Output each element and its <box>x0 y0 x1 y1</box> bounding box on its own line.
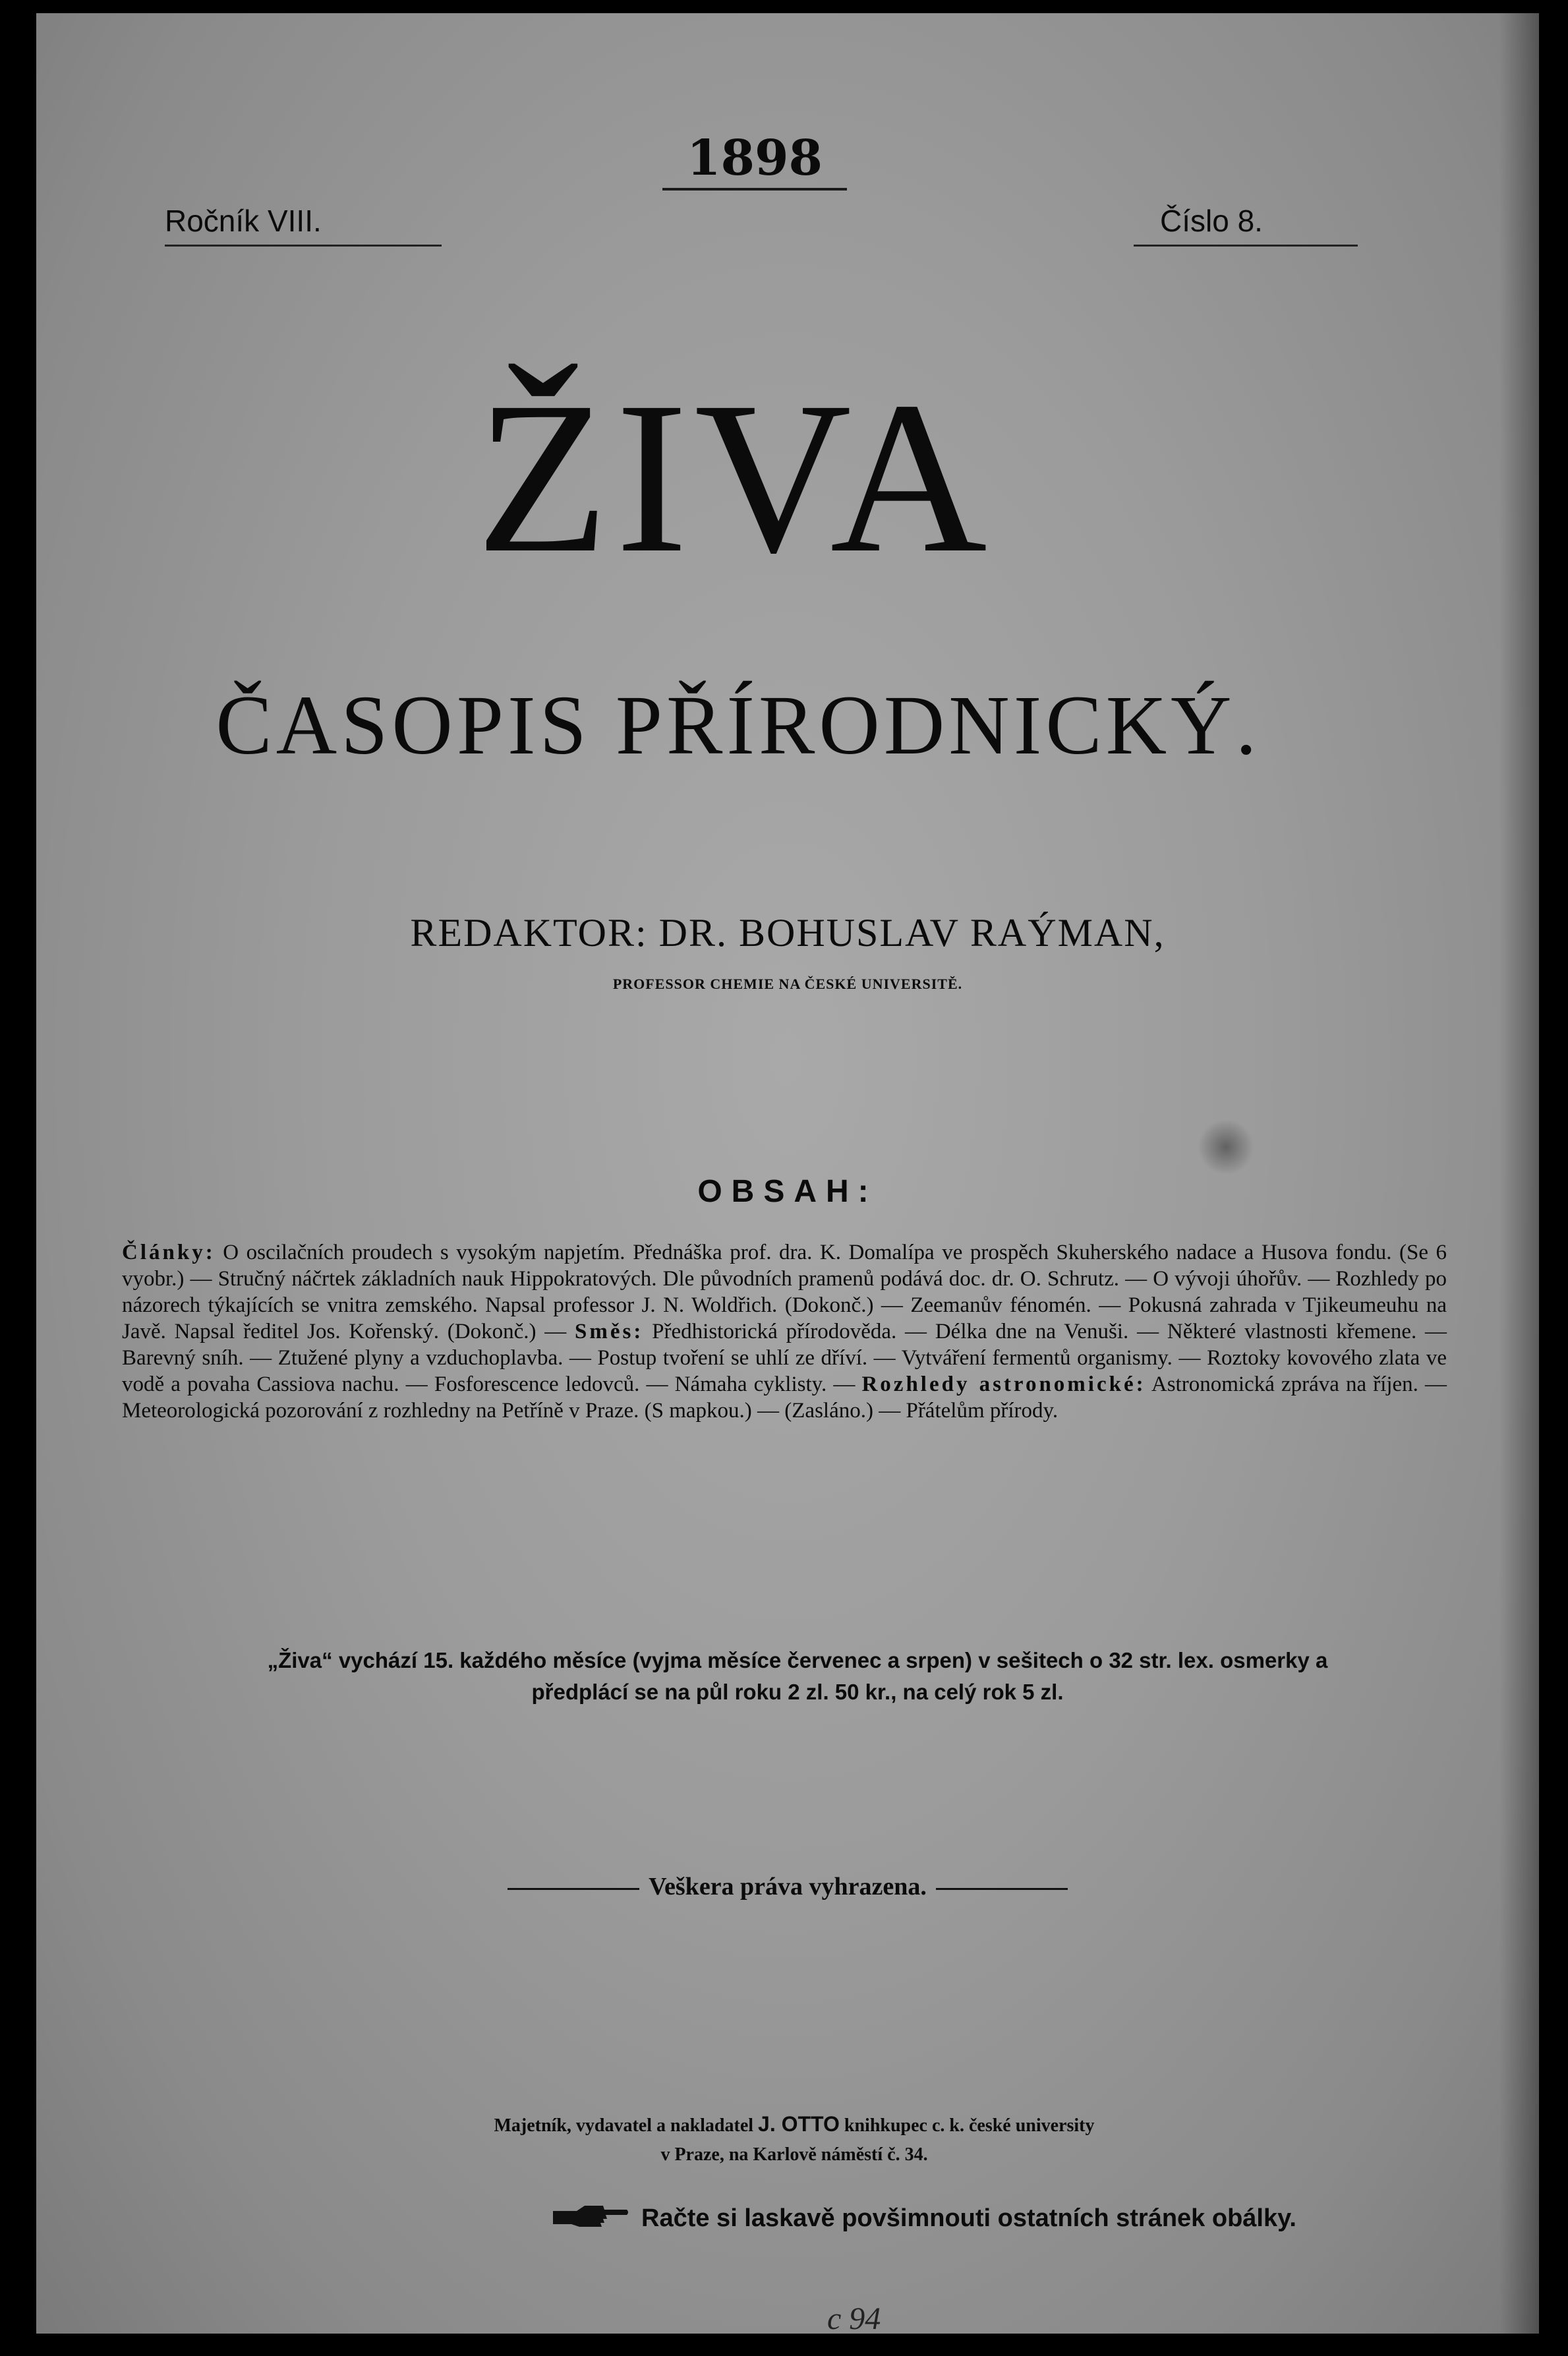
publisher-suffix: knihkupec c. k. české university <box>844 2115 1095 2136</box>
journal-subtitle: ČASOPIS PŘÍRODNICKÝ. <box>216 678 1261 772</box>
contents-heading: OBSAH: <box>697 1174 878 1209</box>
publisher-info <box>300 2109 1289 2169</box>
paper-stain <box>1196 1121 1256 1173</box>
year: 1898 <box>662 129 847 191</box>
editor-role: PROFESSOR CHEMIE NA ČESKÉ UNIVERSITĚ. <box>612 976 963 992</box>
subscription-info: „Živa“ vychází 15. každého měsíce (vyjma měsíce červenec a srpen) v sešitech o 32 str. lex. osmerky a předplácí se na půl roku 2 zl. 50 kr., na celý rok 5 zl. <box>267 1648 1328 1704</box>
publisher-name: J. OTTO <box>758 2112 840 2136</box>
astro-label: Rozhledy astronomické: <box>861 1372 1146 1396</box>
articles-text: O oscilačních proudech s vysokým napjetím. Přednáška prof. dra. K. Domalípa ve prospěch Skuherského nadace a Husova fondu. (Se 6 vyobr.) — Stručný náčrtek základních nauk Hippokratových. Dle původních pramenů podává doc. dr. O. Schrutz. — O vývoji úhořův. — Rozhledy po názorech týkajících se vnitra zemského. Napsal professor J. N. Woldřich. (Dokonč.) — Zeemanův fénomén. — Pokusná zahrada v Tjikeumeuhu na Javě. Napsal ředitel Jos. Kořenský. (Dokonč.) — <box>122 1241 1447 1343</box>
articles-label: Články: <box>122 1241 216 1264</box>
notice-text: Račte si laskavě povšimnouti ostatních stránek obálky. <box>641 2204 1296 2233</box>
pointing-hand-icon <box>550 2202 629 2237</box>
publisher-prefix: Majetník, vydavatel a nakladatel <box>494 2115 754 2136</box>
volume-number: Ročník VIII. <box>165 201 442 247</box>
editor-line: REDAKTOR: DR. BOHUSLAV RAÝMAN, <box>410 911 1165 955</box>
misc-text: Předhistorická přírodověda. — Délka dne na Venuši. — Některé vlastnosti křemene. — Barevný sníh. — Ztužené plyny a vzduchoplavba. — Postup tvoření se uhlí ze dříví. — Vytváření fermentů organismy. — Roztoky kovového zlata ve vodě a povaha Cassiova nachu. — Fosforescence ledovců. — Námaha cyklisty. — <box>122 1320 1447 1396</box>
cover-notice <box>550 2202 1296 2237</box>
rights-text: Veškera práva vyhrazena. <box>649 1873 927 1900</box>
rule-left <box>508 1888 639 1890</box>
contents-list <box>122 1239 1447 1424</box>
publisher-address: v Praze, na Karlově náměstí č. 34. <box>660 2144 928 2165</box>
issue-number: Číslo 8. <box>1134 201 1358 247</box>
journal-title: ŽIVA <box>476 357 994 598</box>
margin-handwriting: c 94 <box>827 2301 881 2336</box>
astro-text: Astronomická zpráva na říjen. — Meteorologická pozorování z rozhledny na Petříně v Praze. (S mapkou.) — (Zasláno.) — Přátelům přírody. <box>122 1372 1447 1423</box>
rule-right <box>936 1888 1068 1890</box>
journal-cover <box>36 13 1539 2334</box>
rights-notice <box>36 1872 1539 1901</box>
misc-label: Směs: <box>575 1320 644 1343</box>
